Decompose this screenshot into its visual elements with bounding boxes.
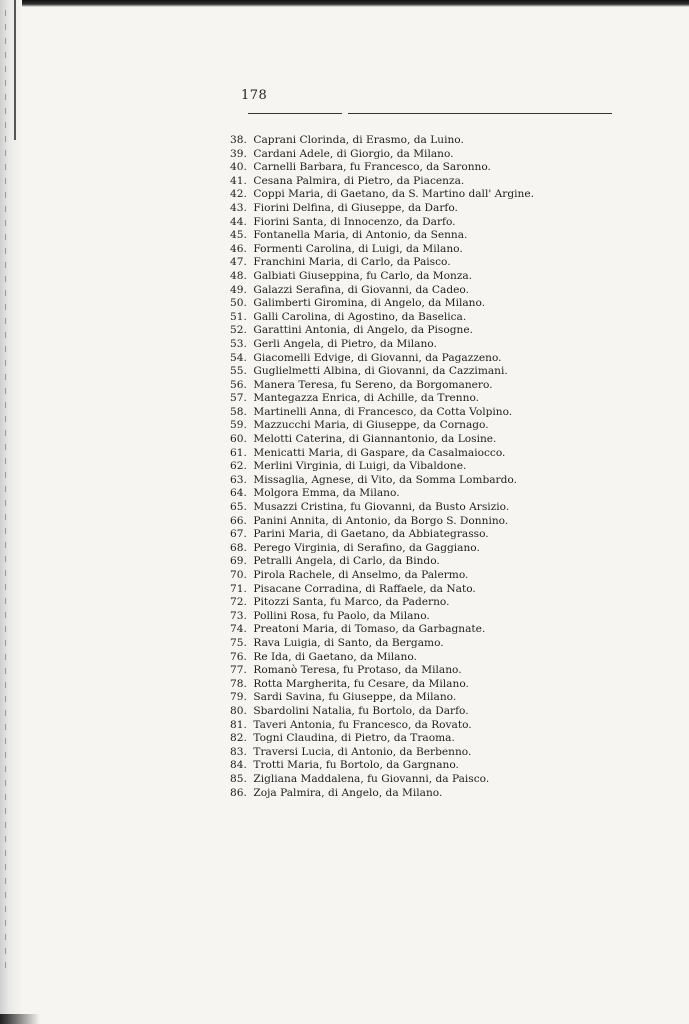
list-item	[230, 732, 560, 746]
entry-number: 82.	[230, 732, 247, 745]
entry-text: Galli Carolina, di Agostino, da Baselica.	[253, 310, 467, 323]
entry-number: 53.	[230, 337, 247, 350]
entry-number: 81.	[230, 718, 247, 731]
entry-number: 63.	[230, 473, 247, 486]
list-item	[230, 243, 560, 257]
entry-text: Garattini Antonia, di Angelo, da Pisogne.	[253, 324, 473, 337]
entry-number: 69.	[230, 555, 247, 568]
entry-text: Re Ida, di Gaetano, da Milano.	[253, 650, 417, 663]
list-item	[230, 460, 560, 474]
list-item	[230, 569, 560, 583]
entry-text: Petralli Angela, di Carlo, da Bindo.	[253, 555, 440, 568]
entry-text: Missaglia, Agnese, di Vito, da Somma Lombardo.	[253, 473, 517, 486]
list-item	[230, 542, 560, 556]
entry-text: Gerli Angela, di Pietro, da Milano.	[253, 337, 437, 350]
entry-text: Melotti Caterina, di Giannantonio, da Losine.	[253, 433, 497, 446]
entry-number: 55.	[230, 365, 247, 378]
entry-number: 64.	[230, 487, 247, 500]
entry-text: Fiorini Santa, di Innocenzo, da Darfo.	[253, 215, 456, 228]
entry-number: 61.	[230, 446, 247, 459]
entry-number: 51.	[230, 310, 247, 323]
entry-text: Coppi Maria, di Gaetano, da S. Martino dall' Argine.	[253, 188, 534, 201]
entry-number: 76.	[230, 650, 247, 663]
list-item	[230, 719, 560, 733]
entry-number: 84.	[230, 759, 247, 772]
entry-number: 83.	[230, 745, 247, 758]
entry-text: Mazzucchi Maria, di Giuseppe, da Cornago.	[253, 419, 489, 432]
entry-text: Panini Annita, di Antonio, da Borgo S. Donnino.	[253, 514, 509, 527]
entry-number: 46.	[230, 242, 247, 255]
entry-number: 60.	[230, 433, 247, 446]
list-item	[230, 284, 560, 298]
list-item	[230, 216, 560, 230]
entry-number: 38.	[230, 134, 247, 146]
entry-text: Parini Maria, di Gaetano, da Abbiategrasso.	[253, 528, 489, 541]
list-item	[230, 406, 560, 420]
list-item	[230, 596, 560, 610]
entry-number: 66.	[230, 514, 247, 527]
list-item	[230, 610, 560, 624]
entry-text: Galimberti Giromina, di Angelo, da Milano.	[253, 297, 486, 310]
entry-text: Fiorini Delfina, di Giuseppe, da Darfo.	[253, 201, 458, 214]
list-item	[230, 297, 560, 311]
entry-text: Rotta Margherita, fu Cesare, da Milano.	[253, 677, 469, 690]
entry-text: Galbiati Giuseppina, fu Carlo, da Monza.	[253, 269, 473, 282]
entry-text: Traversi Lucia, di Antonio, da Berbenno.	[253, 745, 472, 758]
entry-number: 41.	[230, 174, 247, 187]
entry-text: Preatoni Maria, di Tomaso, da Garbagnate.	[253, 623, 486, 636]
list-item	[230, 583, 560, 597]
entry-number: 71.	[230, 582, 247, 595]
entry-text: Taveri Antonia, fu Francesco, da Rovato.	[253, 718, 472, 731]
list-item	[230, 392, 560, 406]
list-item	[230, 637, 560, 651]
list-item	[230, 311, 560, 325]
list-item	[230, 433, 560, 447]
entry-number: 73.	[230, 609, 247, 622]
entry-number: 72.	[230, 596, 247, 609]
entry-number: 47.	[230, 256, 247, 269]
list-item	[230, 270, 560, 284]
list-item	[230, 379, 560, 393]
entry-number: 85.	[230, 772, 247, 785]
page-bottom-edge	[0, 1014, 40, 1024]
entry-number: 40.	[230, 161, 247, 174]
list-item	[230, 134, 560, 148]
page-number: 178	[241, 88, 268, 103]
entry-text: Perego Virginia, di Serafino, da Gaggiano.	[253, 541, 480, 554]
entry-number: 44.	[230, 215, 247, 228]
list-item	[230, 746, 560, 760]
entry-text: Pirola Rachele, di Anselmo, da Palermo.	[253, 569, 469, 581]
entry-text: Carnelli Barbara, fu Francesco, da Saronno.	[253, 161, 491, 174]
list-item	[230, 623, 560, 637]
page-binding-edge	[0, 0, 22, 1024]
list-item	[230, 324, 560, 338]
list-item	[230, 148, 560, 162]
entry-number: 42.	[230, 188, 247, 201]
list-item	[230, 501, 560, 515]
entry-text: Caprani Clorinda, di Erasmo, da Luino.	[253, 134, 464, 146]
list-item	[230, 202, 560, 216]
entry-text: Musazzi Cristina, fu Giovanni, da Busto Arsizio.	[253, 501, 510, 514]
list-item	[230, 161, 560, 175]
entry-text: Trotti Maria, fu Bortolo, da Gargnano.	[253, 759, 459, 772]
entry-number: 45.	[230, 229, 247, 242]
entry-number: 67.	[230, 528, 247, 541]
entry-text: Mantegazza Enrica, di Achille, da Trenno.	[253, 392, 480, 405]
entry-text: Togni Claudina, di Pietro, da Traoma.	[253, 732, 455, 745]
entry-text: Cesana Palmira, di Pietro, da Piacenza.	[253, 174, 465, 187]
entry-number: 59.	[230, 419, 247, 432]
entry-text: Zigliana Maddalena, fu Giovanni, da Paisco.	[253, 772, 490, 785]
entry-text: Rava Luigia, di Santo, da Bergamo.	[253, 636, 444, 649]
entry-text: Molgora Emma, da Milano.	[253, 487, 400, 500]
list-item	[230, 447, 560, 461]
entry-number: 75.	[230, 636, 247, 649]
entry-text: Zoja Palmira, di Angelo, da Milano.	[253, 786, 443, 799]
entry-number: 43.	[230, 201, 247, 214]
list-item	[230, 651, 560, 665]
entry-number: 54.	[230, 351, 247, 364]
entry-number: 79.	[230, 691, 247, 704]
page-top-edge	[0, 0, 689, 7]
entry-number: 68.	[230, 541, 247, 554]
entry-number: 48.	[230, 269, 247, 282]
list-item	[230, 487, 560, 501]
list-item	[230, 528, 560, 542]
entry-text: Romanò Teresa, fu Protaso, da Milano.	[253, 664, 462, 677]
list-item	[230, 474, 560, 488]
entry-number: 86.	[230, 786, 247, 799]
entry-text: Formenti Carolina, di Luigi, da Milano.	[253, 242, 463, 255]
entry-text: Pollini Rosa, fu Paolo, da Milano.	[253, 609, 430, 622]
entry-text: Sardi Savina, fu Giuseppe, da Milano.	[253, 691, 457, 704]
entry-text: Pitozzi Santa, fu Marco, da Paderno.	[253, 596, 450, 609]
header-rule-right	[348, 113, 612, 114]
header-rule-left	[248, 113, 342, 114]
entry-text: Merlini Virginia, di Luigi, da Vibaldone.	[253, 460, 467, 473]
entry-number: 39.	[230, 147, 247, 160]
list-item	[230, 691, 560, 705]
entry-text: Martinelli Anna, di Francesco, da Cotta Volpino.	[253, 405, 513, 418]
entry-text: Fontanella Maria, di Antonio, da Senna.	[253, 229, 468, 242]
entry-number: 50.	[230, 297, 247, 310]
entry-number: 78.	[230, 677, 247, 690]
entry-text: Pisacane Corradina, di Raffaele, da Nato.	[253, 582, 476, 595]
list-item	[230, 256, 560, 270]
entry-text: Menicatti Maria, di Gaspare, da Casalmaiocco.	[253, 446, 506, 459]
entry-number: 80.	[230, 704, 247, 717]
entry-number: 62.	[230, 460, 247, 473]
entry-text: Sbardolini Natalia, fu Bortolo, da Darfo.	[253, 704, 469, 717]
list-item	[230, 678, 560, 692]
entry-text: Galazzi Serafina, di Giovanni, da Cadeo.	[253, 283, 469, 296]
entry-text: Guglielmetti Albina, di Giovanni, da Cazzimani.	[253, 365, 508, 378]
list-item	[230, 229, 560, 243]
list-item	[230, 773, 560, 787]
entry-number: 58.	[230, 405, 247, 418]
entry-number: 77.	[230, 664, 247, 677]
list-item	[230, 175, 560, 189]
entry-number: 56.	[230, 378, 247, 391]
list-item	[230, 705, 560, 719]
entry-number: 57.	[230, 392, 247, 405]
entry-text: Cardani Adele, di Giorgio, da Milano.	[253, 147, 454, 160]
list-item	[230, 419, 560, 433]
list-item	[230, 188, 560, 202]
list-item	[230, 338, 560, 352]
list-item	[230, 555, 560, 569]
entry-number: 65.	[230, 501, 247, 514]
list-item	[230, 515, 560, 529]
entry-number: 70.	[230, 569, 247, 581]
list-item	[230, 759, 560, 773]
entry-number: 52.	[230, 324, 247, 337]
name-list	[230, 134, 560, 800]
entry-number: 49.	[230, 283, 247, 296]
entry-text: Franchini Maria, di Carlo, da Paisco.	[253, 256, 451, 269]
list-item	[230, 787, 560, 801]
entry-text: Giacomelli Edvige, di Giovanni, da Pagazzeno.	[253, 351, 502, 364]
list-item	[230, 664, 560, 678]
entry-number: 74.	[230, 623, 247, 636]
entry-text: Manera Teresa, fu Sereno, da Borgomanero.	[253, 378, 493, 391]
list-item	[230, 352, 560, 366]
list-item	[230, 365, 560, 379]
